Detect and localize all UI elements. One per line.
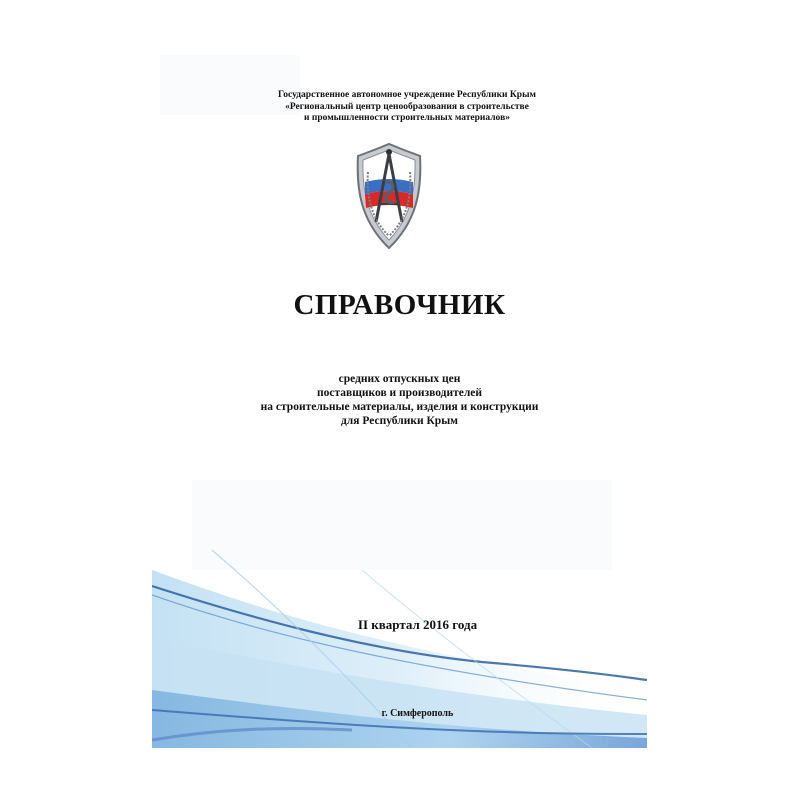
subtitle-line: поставщиков и производителей (316, 387, 483, 399)
shield-emblem-icon (352, 142, 426, 252)
document-cover-page (152, 50, 647, 748)
document-title: СПРАВОЧНИК (293, 289, 506, 321)
subtitle-line: для Республики Крым (340, 415, 459, 427)
period-label: II квартал 2016 года (357, 617, 478, 632)
subtitle-line: средних отпускных цен (338, 373, 461, 385)
organization-header (192, 90, 622, 125)
organization-line: и промышленности строительных материалов» (304, 113, 510, 123)
organization-line: «Региональный центр ценообразования в строительстве (285, 101, 529, 112)
organization-line: Государственное автономное учреждение Республики Крым (278, 90, 536, 100)
subtitle-line: на строительные материалы, изделия и конструкции (260, 401, 539, 413)
document-subtitle (152, 372, 647, 428)
city-label: г. Симферополь (381, 708, 454, 719)
